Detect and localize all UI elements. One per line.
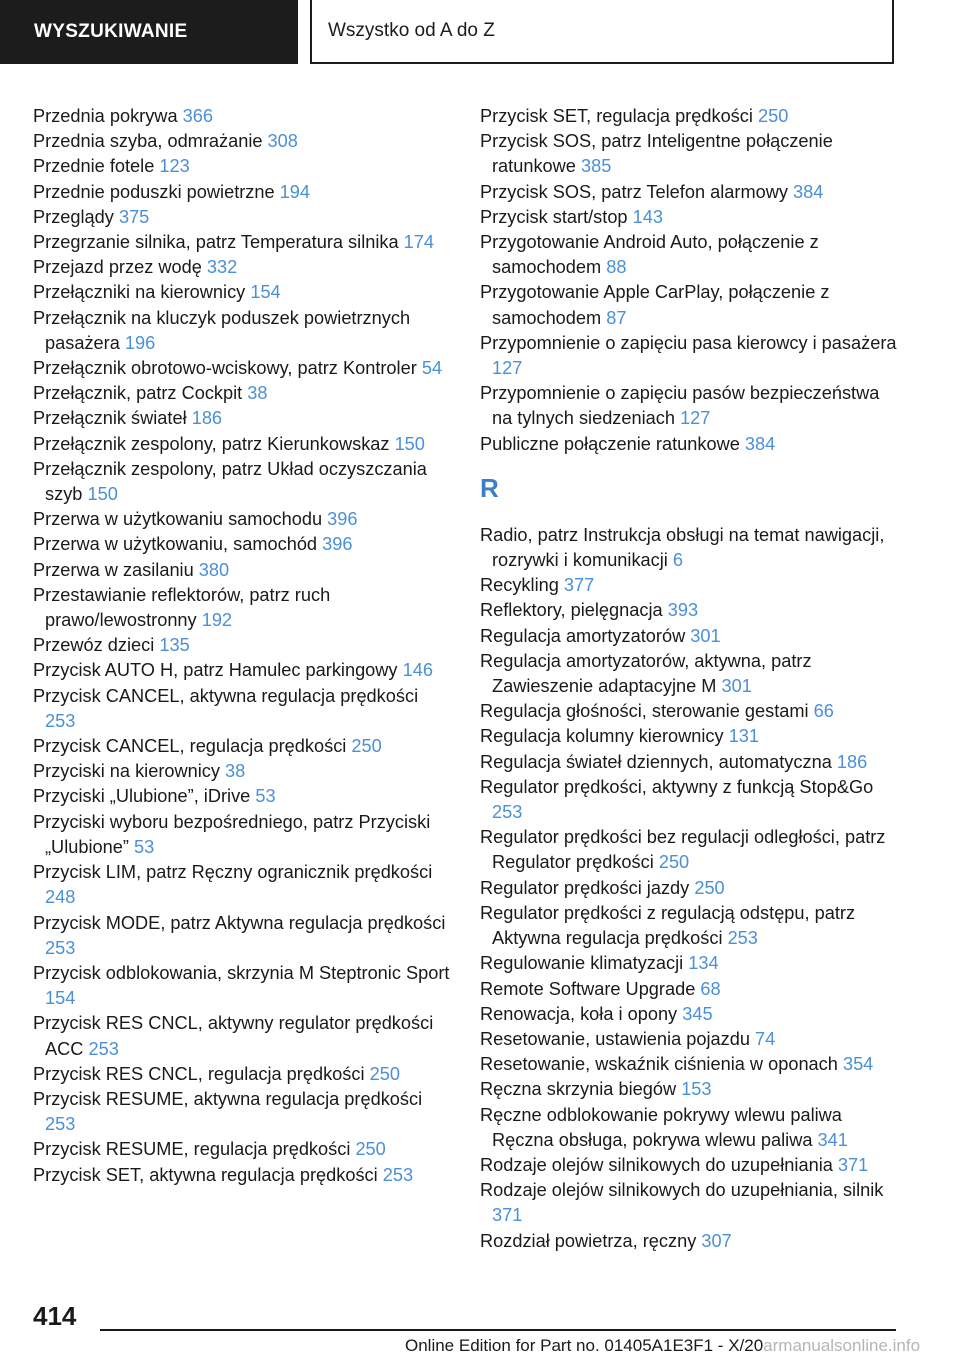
index-entry	[480, 876, 900, 901]
index-entry	[480, 1052, 900, 1077]
entry-text: Regulacja amortyzatorów, aktywna, patrz Zawieszenie adaptacyjne M	[480, 650, 812, 697]
index-entry	[480, 1153, 900, 1178]
index-entry	[480, 1077, 900, 1102]
page-link[interactable]: 253	[45, 710, 76, 731]
entry-text: Ręczne odblokowanie pokrywy wlewu paliwa Ręczna obsługa, pokrywa wlewu paliwa	[480, 1104, 842, 1150]
page-link[interactable]: 375	[118, 206, 150, 227]
page-link[interactable]: 253	[382, 1164, 414, 1185]
entry-text: Regulator prędkości, aktywny z funkcją Stop&Go	[480, 776, 874, 797]
page-link[interactable]: 88	[606, 257, 627, 278]
entry-text: Recykling	[480, 575, 559, 596]
page-link[interactable]: 74	[755, 1028, 776, 1049]
entry-text: Radio, patrz Instrukcja obsługi na temat nawigacji, rozrywki i komunikacji	[480, 524, 885, 571]
page-link[interactable]: 308	[267, 131, 298, 152]
page-link[interactable]: 134	[688, 953, 719, 974]
page-link[interactable]: 6	[672, 550, 684, 571]
page-link[interactable]: 354	[842, 1054, 874, 1075]
page-link[interactable]: 250	[369, 1063, 400, 1084]
index-entry	[33, 180, 453, 205]
page-link[interactable]: 123	[159, 156, 190, 177]
entry-text: Przycisk RESUME, regulacja prędkości	[33, 1139, 351, 1160]
chapter-title[interactable]: Wszystko od A do Z	[310, 0, 894, 64]
entry-text: Przycisk CANCEL, regulacja prędkości	[33, 736, 347, 757]
page-link[interactable]: 250	[757, 106, 789, 126]
index-entry	[480, 977, 900, 1002]
page-header	[0, 0, 960, 64]
page-link[interactable]: 253	[45, 1114, 76, 1135]
page-link[interactable]: 38	[247, 383, 268, 404]
index-entry	[33, 457, 453, 507]
page-link[interactable]: 68	[700, 978, 721, 999]
index-entry	[33, 356, 453, 381]
index-entry	[480, 129, 900, 179]
page-link[interactable]: 196	[124, 332, 156, 353]
index-entry	[33, 205, 453, 230]
page-link[interactable]: 154	[45, 988, 76, 1009]
entry-text: Przełącznik zespolony, patrz Kierunkowskaz	[33, 433, 390, 454]
page-link[interactable]: 186	[191, 408, 223, 429]
index-entry	[33, 784, 453, 809]
footer-edition	[405, 1336, 955, 1356]
page-link[interactable]: 341	[817, 1129, 848, 1150]
index-entry	[480, 901, 900, 951]
entry-text: Przycisk odblokowania, skrzynia M Steptronic Sport	[33, 962, 450, 983]
page-link[interactable]: 396	[327, 509, 358, 530]
entry-text: Remote Software Upgrade	[480, 978, 696, 999]
page-link[interactable]: 87	[606, 307, 627, 328]
entry-text: Regulator prędkości jazdy	[480, 877, 690, 898]
entry-text: Przegrzanie silnika, patrz Temperatura silnika	[33, 232, 399, 253]
entry-text: Przycisk start/stop	[480, 206, 628, 227]
page-link[interactable]: 150	[394, 433, 425, 454]
page-link[interactable]: 345	[682, 1003, 713, 1024]
page-link[interactable]: 194	[279, 181, 311, 202]
entry-text: Przyciski „Ulubione”, iDrive	[33, 786, 251, 807]
index-entry	[33, 280, 453, 305]
entry-text: Przycisk SOS, patrz Telefon alarmowy	[480, 181, 788, 202]
page-link[interactable]: 393	[667, 600, 699, 621]
index-entry	[33, 306, 453, 356]
entry-text: Przestawianie reflektorów, patrz ruch prawo/lewostronny	[33, 584, 331, 631]
page-link[interactable]: 250	[351, 736, 382, 757]
entry-text: Przełącznik obrotowo-wciskowy, patrz Kontroler	[33, 358, 417, 379]
entry-text: Przycisk AUTO H, patrz Hamulec parkingowy	[33, 660, 398, 681]
entry-text: Przycisk RESUME, aktywna regulacja prędkości	[33, 1088, 423, 1109]
page-link[interactable]: 131	[728, 726, 760, 747]
page-link[interactable]: 380	[198, 559, 230, 580]
index-entry	[480, 1178, 900, 1228]
entry-text: Regulacja amortyzatorów	[480, 625, 686, 646]
entry-text: Przednia pokrywa	[33, 106, 178, 126]
index-entry	[33, 633, 453, 658]
index-entry	[33, 507, 453, 532]
entry-text: Przycisk MODE, patrz Aktywna regulacja prędkości	[33, 912, 446, 933]
index-entry	[480, 750, 900, 775]
page-link[interactable]: 253	[88, 1038, 119, 1059]
index-entry	[33, 255, 453, 280]
page-link[interactable]: 38	[225, 761, 246, 782]
index-entry	[33, 154, 453, 179]
index-entry	[480, 598, 900, 623]
page-link[interactable]: 248	[45, 887, 76, 908]
entry-text: Przełącznik zespolony, patrz Układ oczyszczania szyb	[33, 458, 427, 505]
index-entry	[33, 532, 453, 557]
entry-text: Przycisk SET, regulacja prędkości	[480, 106, 753, 126]
index-entry	[480, 432, 900, 457]
index-entry	[480, 951, 900, 976]
index-entry	[480, 825, 900, 875]
index-entry	[480, 381, 900, 431]
page-link[interactable]: 371	[837, 1154, 869, 1175]
entry-text: Przyciski na kierownicy	[33, 761, 220, 782]
entry-text: Resetowanie, wskaźnik ciśnienia w oponach	[480, 1054, 838, 1075]
entry-text: Przypomnienie o zapięciu pasów bezpieczeństwa na tylnych siedzeniach	[480, 383, 880, 429]
entry-text: Przerwa w zasilaniu	[33, 559, 194, 580]
page-link[interactable]: 250	[658, 852, 690, 873]
index-entry	[480, 1229, 900, 1254]
entry-text: Regulowanie klimatyzacji	[480, 953, 684, 974]
entry-text: Renowacja, koła i opony	[480, 1003, 678, 1024]
entry-text: Przycisk RES CNCL, regulacja prędkości	[33, 1063, 365, 1084]
page-link[interactable]: 127	[492, 358, 523, 379]
index-entry	[480, 724, 900, 749]
entry-text: Przygotowanie Android Auto, połączenie z samochodem	[480, 232, 819, 278]
index-entry	[33, 1137, 453, 1162]
index-entry	[480, 775, 900, 825]
entry-text: Przygotowanie Apple CarPlay, połączenie z samochodem	[480, 282, 830, 328]
entry-text: Przycisk RES CNCL, aktywny regulator prędkości ACC	[33, 1013, 434, 1059]
index-entry	[33, 1062, 453, 1087]
page-link[interactable]: 253	[727, 928, 758, 949]
index-entry	[480, 699, 900, 724]
entry-text: Przypomnienie o zapięciu pasa kierowcy i pasażera	[480, 332, 897, 353]
index-entry	[480, 624, 900, 649]
index-entry	[480, 649, 900, 699]
page-link[interactable]: 384	[744, 433, 776, 454]
page-link[interactable]: 53	[133, 836, 155, 857]
page-link[interactable]: 186	[836, 751, 868, 772]
page-number: 414	[33, 1301, 77, 1331]
page-link[interactable]: 154	[250, 282, 281, 303]
page-link[interactable]: 146	[402, 660, 433, 681]
index-entry	[480, 104, 900, 129]
entry-text: Przycisk LIM, patrz Ręczny ogranicznik prędkości	[33, 862, 433, 883]
index-entry	[480, 230, 900, 280]
index-entry	[33, 759, 453, 784]
page-link[interactable]: 253	[492, 802, 523, 823]
index-entry	[480, 1027, 900, 1052]
page-link[interactable]: 385	[580, 156, 612, 177]
page-link[interactable]: 53	[255, 786, 276, 807]
page-link[interactable]: 396	[322, 534, 353, 555]
page-link[interactable]: 371	[492, 1205, 523, 1226]
index-entry	[480, 180, 900, 205]
index-entry	[33, 381, 453, 406]
entry-text: Przednie poduszki powietrzne	[33, 181, 275, 202]
page-link[interactable]: 250	[694, 877, 725, 898]
entry-text: Przełącznik na kluczyk poduszek powietrznych pasażera	[33, 307, 411, 353]
entry-text: Publiczne połączenie ratunkowe	[480, 433, 740, 454]
section-letter: R	[480, 472, 499, 503]
entry-text: Rozdział powietrza, ręczny	[480, 1230, 697, 1251]
entry-text: Reflektory, pielęgnacja	[480, 600, 663, 621]
index-entry	[33, 432, 453, 457]
page-link[interactable]: 332	[206, 257, 238, 278]
entry-text: Przerwa w użytkowaniu, samochód	[33, 534, 318, 555]
index-entry	[33, 406, 453, 431]
page-link[interactable]: 250	[355, 1139, 386, 1160]
entry-text: Resetowanie, ustawienia pojazdu	[480, 1028, 750, 1049]
index-entry	[33, 810, 453, 860]
entry-text: Przyciski wyboru bezpośredniego, patrz Przyciski „Ulubione”	[33, 811, 431, 857]
index-entry	[480, 573, 900, 598]
entry-text: Rodzaje olejów silnikowych do uzupełniania, silnik	[480, 1180, 884, 1201]
index-entry	[33, 658, 453, 683]
index-entry	[33, 860, 453, 910]
page-link[interactable]: 366	[182, 106, 213, 126]
page-link[interactable]: 54	[421, 358, 443, 379]
page-link[interactable]: 384	[793, 181, 824, 202]
index-entry	[480, 205, 900, 230]
index-entry	[33, 558, 453, 583]
index-column-left	[33, 104, 453, 1188]
entry-text: Przycisk SOS, patrz Inteligentne połączenie ratunkowe	[480, 131, 833, 177]
entry-text: Przełącznik, patrz Cockpit	[33, 383, 243, 404]
watermark-text: armanualsonline.info	[763, 1336, 921, 1355]
page-link[interactable]: 135	[159, 635, 190, 656]
index-entry	[33, 911, 453, 961]
page-link[interactable]: 301	[721, 676, 752, 697]
entry-text: Przełączniki na kierownicy	[33, 282, 246, 303]
entry-text: Rodzaje olejów silnikowych do uzupełniania	[480, 1154, 833, 1175]
index-entry	[480, 280, 900, 330]
page-link[interactable]: 150	[87, 484, 118, 505]
index-entry	[33, 1011, 453, 1061]
entry-text: Ręczna skrzynia biegów	[480, 1079, 677, 1100]
index-entry	[33, 104, 453, 129]
page-link[interactable]: 174	[403, 232, 435, 253]
entry-text: Przełącznik świateł	[33, 408, 187, 429]
entry-text: Przycisk SET, aktywna regulacja prędkości	[33, 1164, 378, 1185]
index-entry	[480, 331, 900, 381]
entry-text: Przejazd przez wodę	[33, 257, 202, 278]
index-entry	[33, 684, 453, 734]
footer-divider	[100, 1329, 896, 1331]
page-link[interactable]: 192	[201, 610, 233, 631]
entry-text: Przednie fotele	[33, 156, 155, 177]
edition-text: Online Edition for Part no. 01405A1E3F1 - X/20	[405, 1336, 764, 1355]
index-entry	[33, 961, 453, 1011]
page-link[interactable]: 253	[45, 937, 76, 958]
page-link[interactable]: 66	[813, 701, 834, 722]
section-tab[interactable]: WYSZUKIWANIE	[0, 0, 298, 64]
entry-text: Regulator prędkości bez regulacji odległości, patrz Regulator prędkości	[480, 827, 886, 873]
index-entry	[33, 230, 453, 255]
entry-text: Przerwa w użytkowaniu samochodu	[33, 509, 323, 530]
page-link[interactable]: 153	[681, 1079, 712, 1100]
entry-text: Regulacja kolumny kierownicy	[480, 726, 724, 747]
index-entry	[33, 1163, 453, 1188]
page-link[interactable]: 377	[563, 575, 595, 596]
index-entry	[33, 1087, 453, 1137]
index-entry	[480, 523, 900, 573]
entry-text: Przednia szyba, odmrażanie	[33, 131, 263, 152]
page-link[interactable]: 127	[680, 408, 711, 429]
entry-text: Regulacja głośności, sterowanie gestami	[480, 701, 809, 722]
index-column-right	[480, 104, 900, 1254]
index-entry	[480, 1002, 900, 1027]
entry-text: Regulator prędkości z regulacją odstępu, patrz Aktywna regulacja prędkości	[480, 902, 856, 949]
page-link[interactable]: 143	[632, 206, 663, 227]
page-link[interactable]: 301	[690, 625, 721, 646]
entry-text: Regulacja świateł dziennych, automatyczna	[480, 751, 832, 772]
entry-text: Przeglądy	[33, 206, 114, 227]
index-entry	[33, 583, 453, 633]
index-group-r	[480, 523, 900, 1254]
entry-text: Przewóz dzieci	[33, 635, 155, 656]
entry-text: Przycisk CANCEL, aktywna regulacja prędkości	[33, 685, 419, 706]
index-entry	[480, 1103, 900, 1153]
index-group-p-continued	[480, 104, 900, 457]
page-link[interactable]: 307	[701, 1230, 732, 1251]
index-entry	[33, 129, 453, 154]
index-entry	[33, 734, 453, 759]
